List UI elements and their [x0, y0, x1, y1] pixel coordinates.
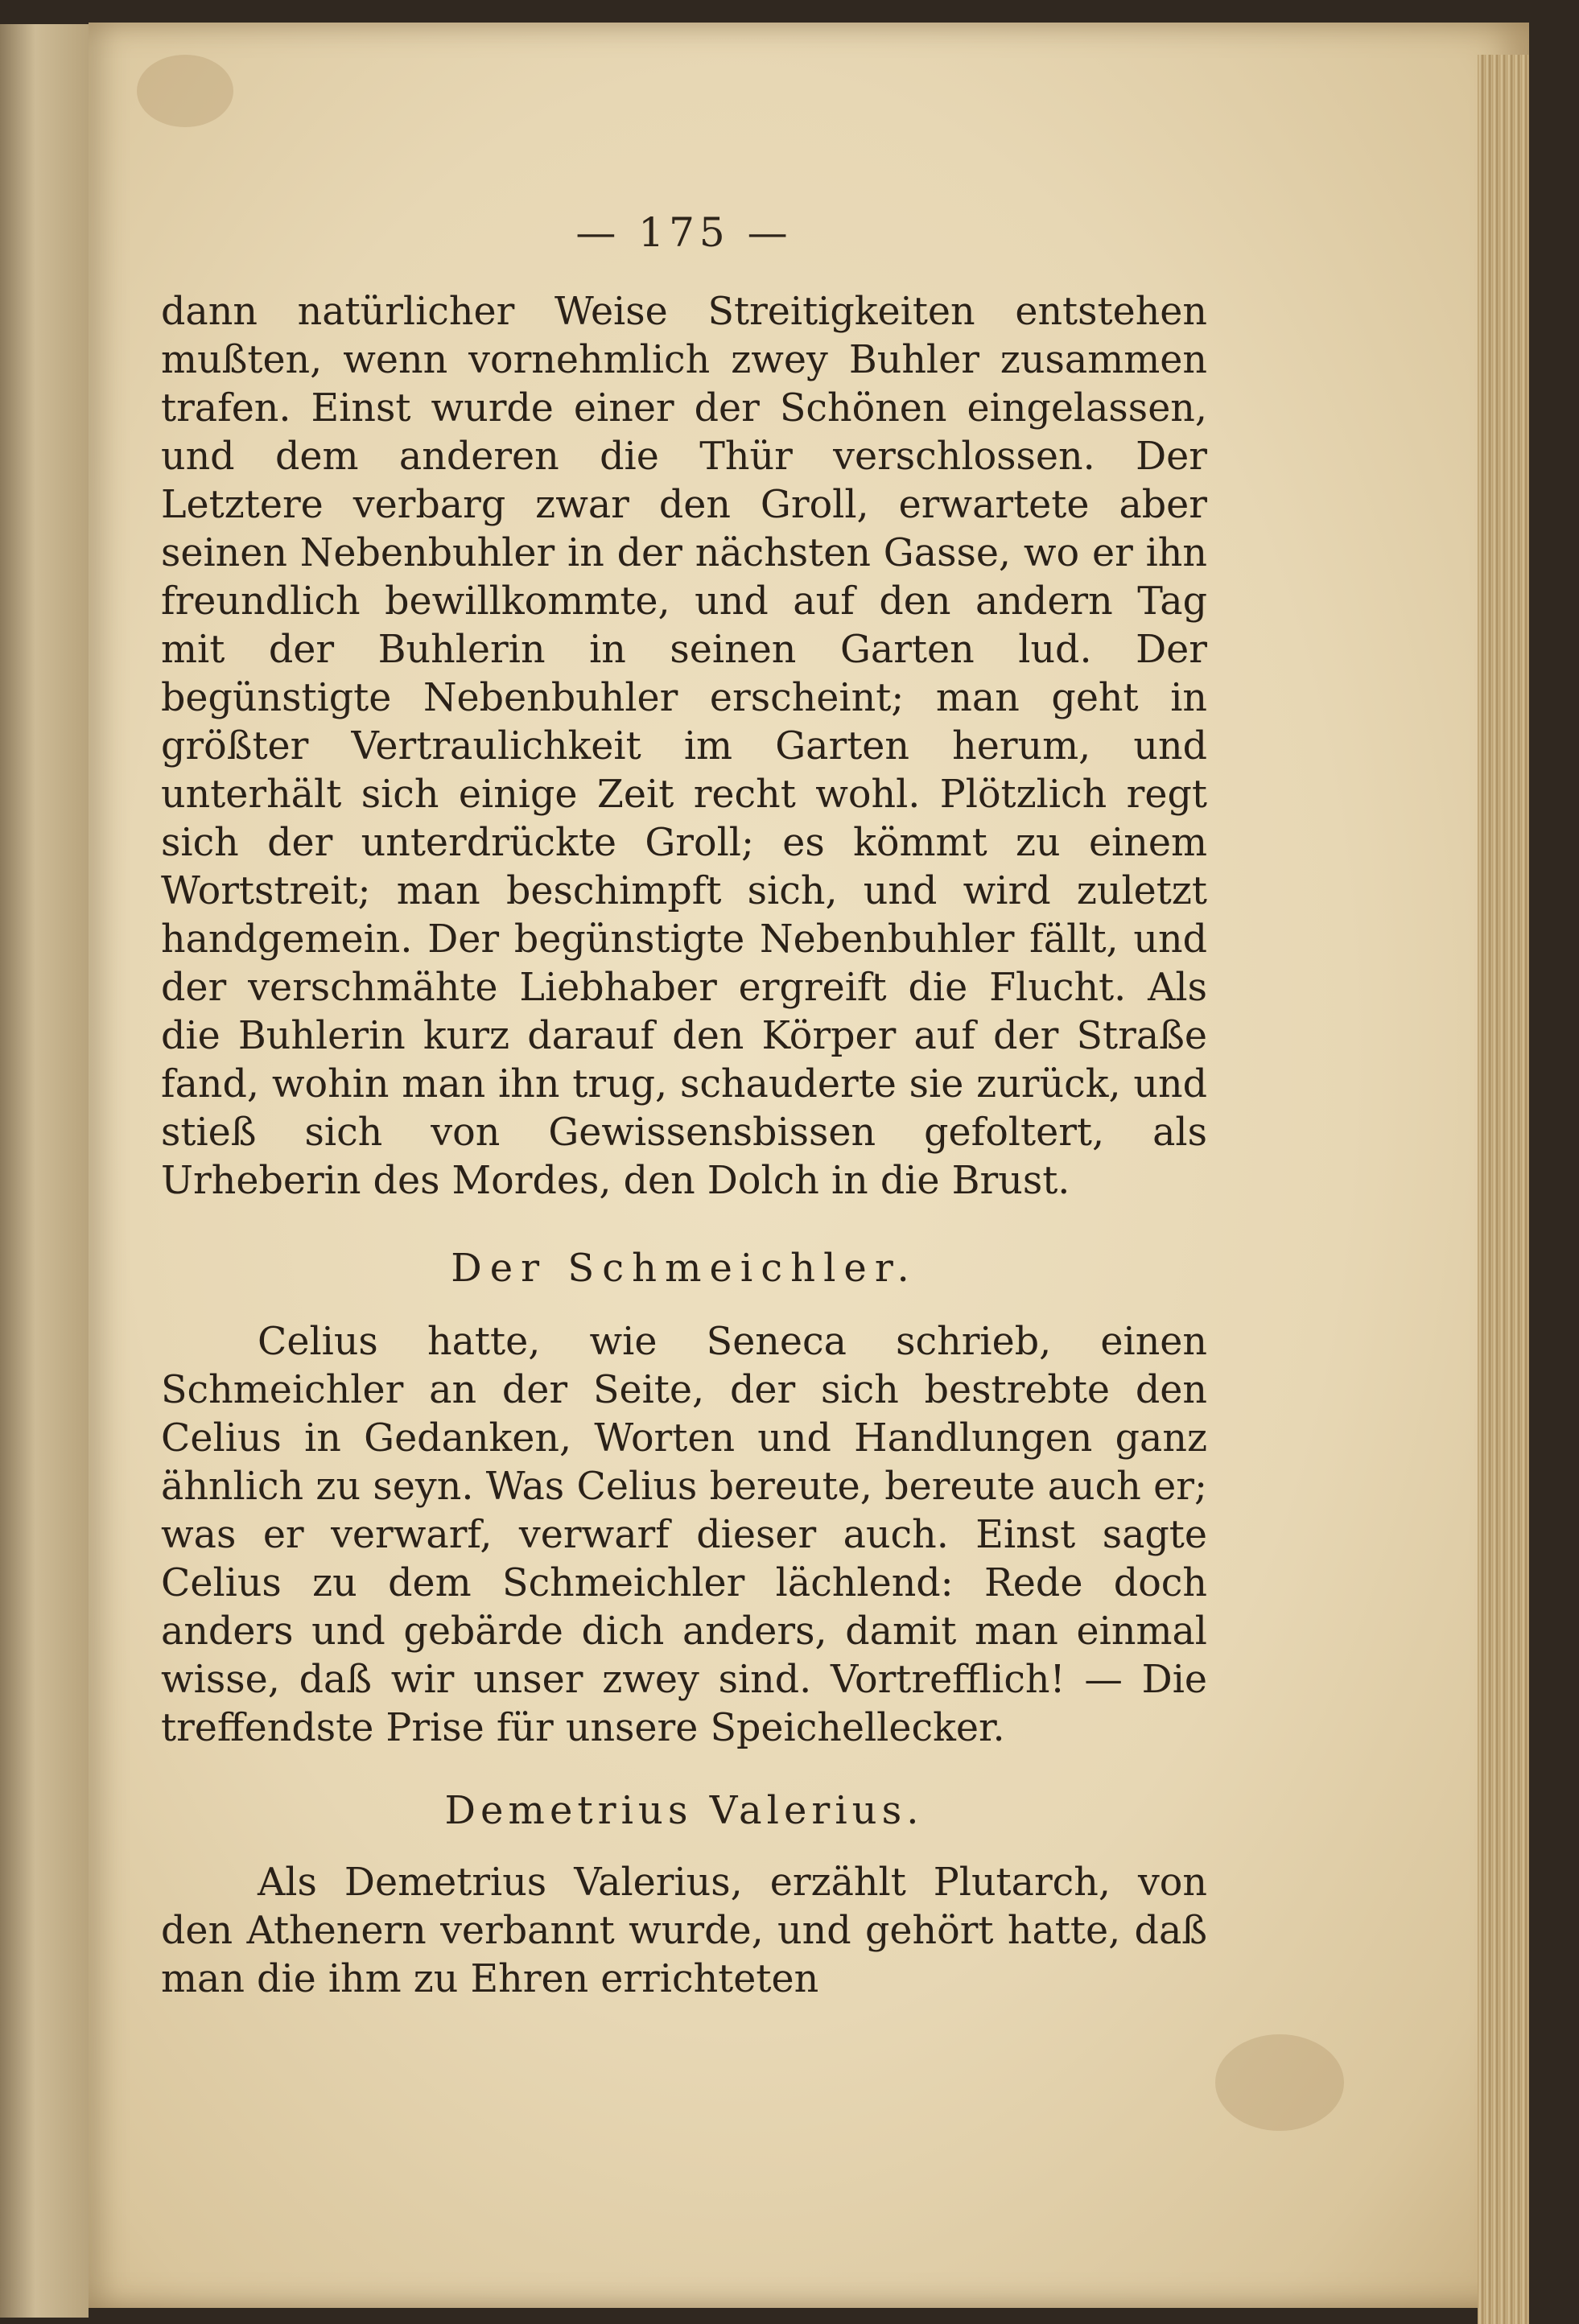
page-stack-edge	[1478, 55, 1529, 2324]
section-heading-demetrius: Demetrius Valerius.	[444, 1788, 924, 1833]
page-number: — 175 —	[575, 209, 793, 256]
paragraph-demetrius: Als Demetrius Valerius, erzählt Plutarch, von den Athenern verbannt wurde, und gehört hatte, daß man die ihm zu Ehren errichteten	[161, 1860, 1207, 2001]
paper-stain	[1215, 2034, 1344, 2131]
paragraph-continued: dann natürlicher Weise Streitigkeiten entstehen mußten, wenn vornehmlich zwey Buhler zusammen trafen. Einst wurde einer der Schönen eingelassen, und dem anderen die Thür verschlossen. Der Letztere verbarg zwar den Groll, erwartete aber seinen Nebenbuhler in der nächsten Gasse, wo er ihn freundlich bewillkommte, und auf den andern Tag mit der Buhlerin in seinen Garten lud. Der begünstigte Nebenbuhler erscheint; man geht in größter Vertraulichkeit im Garten herum, und unterhält sich einige Zeit recht wohl. Plötzlich regt sich der unterdrückte Groll; es kömmt zu einem Wortstreit; man beschimpft sich, und wird zuletzt handgemein. Der begünstigte Nebenbuhler fällt, und der verschmähte Liebhaber ergreift die Flucht. Als die Buhlerin kurz darauf den Körper auf der Straße fand, wohin man ihn trug, schauderte sie zurück, und stieß sich von Gewissensbissen gefoltert, als Urheberin des Mordes, den Dolch in die Brust.	[161, 290, 1207, 1203]
facing-page-edge	[0, 24, 89, 2318]
paragraph-schmeichler: Celius hatte, wie Seneca schrieb, einen Schmeichler an der Seite, der sich bestrebte den Celius in Gedanken, Worten und Handlungen ganz ähnlich zu seyn. Was Celius bereute, bereute auch er; was er verwarf, verwarf dieser auch. Einst sagte Celius zu dem Schmeichler lächlend: Rede doch anders und gebärde dich anders, damit man einmal wisse, daß wir unser zwey sind. Vortrefflich! — Die treffendste Prise für unsere Speichellecker.	[161, 1320, 1207, 1750]
section-heading-schmeichler: Der Schmeichler.	[451, 1246, 917, 1291]
text-block	[161, 209, 1207, 2004]
paper-stain	[137, 55, 233, 127]
